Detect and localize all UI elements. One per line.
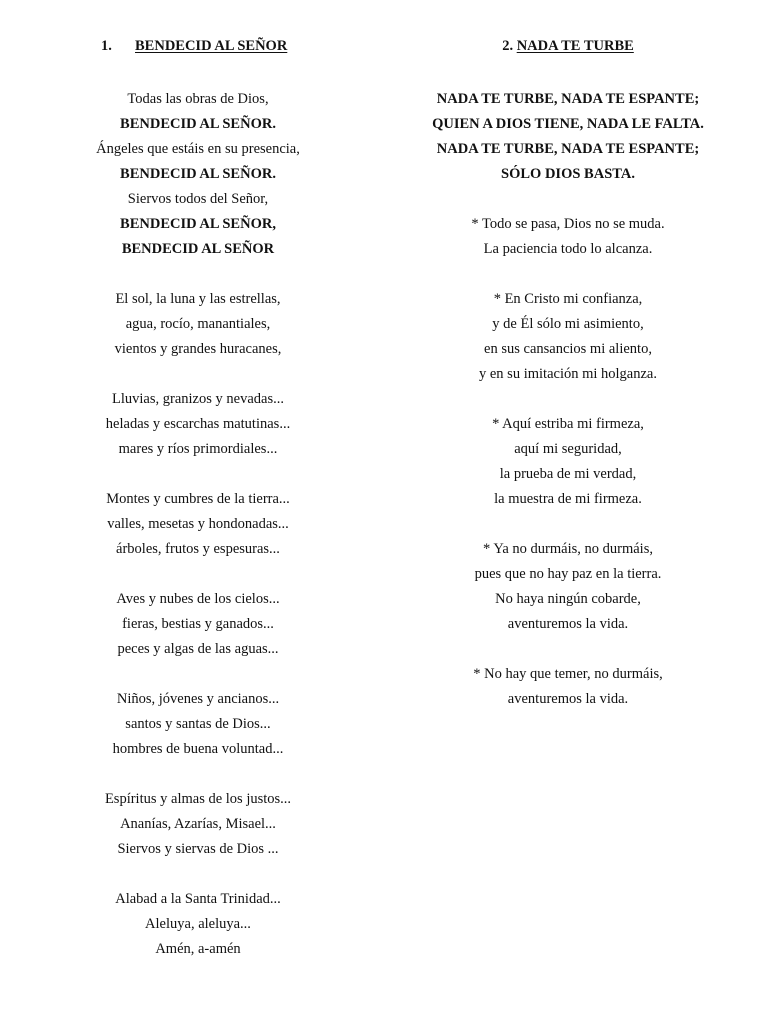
song-2-number: 2. [502, 38, 514, 54]
lyric-line: Lluvias, granizos y nevadas... [112, 391, 284, 407]
stanza-break [60, 562, 336, 587]
lyric-line: Alabad a la Santa Trinidad... [115, 891, 281, 907]
lyric-line: * Todo se pasa, Dios no se muda. [471, 216, 665, 232]
lyric-line: BENDECID AL SEÑOR. [120, 116, 276, 132]
lyric-line: NADA TE TURBE, NADA TE ESPANTE; [436, 91, 700, 107]
lyric-line: Amén, a-amén [155, 941, 241, 957]
stanza-break [60, 762, 336, 787]
lyric-line: Espíritus y almas de los justos... [104, 791, 292, 807]
stanza-break [418, 187, 718, 212]
stanza-break [418, 387, 718, 412]
lyric-line: * Aquí estriba mi firmeza, [492, 416, 644, 432]
lyric-line: árboles, frutos y espesuras... [116, 541, 280, 557]
lyric-line: heladas y escarchas matutinas... [105, 416, 291, 432]
lyric-line: y en su imitación mi holganza. [479, 366, 657, 382]
lyric-line: peces y algas de las aguas... [117, 641, 279, 657]
song-2-lyrics [418, 87, 718, 712]
lyric-line: aventuremos la vida. [507, 616, 629, 632]
lyric-line: fieras, bestias y ganados... [122, 616, 274, 632]
stanza-break [60, 862, 336, 887]
song-2-title: NADA TE TURBE [516, 38, 634, 54]
song-1-column [60, 37, 336, 962]
lyric-line: la muestra de mi firmeza. [494, 491, 642, 507]
stanza-break [418, 262, 718, 287]
stanza-break [60, 462, 336, 487]
lyric-line: en sus cansancios mi aliento, [484, 341, 652, 357]
stanza-break [418, 637, 718, 662]
lyric-line: * En Cristo mi confianza, [493, 291, 643, 307]
lyric-line: Todas las obras de Dios, [127, 91, 269, 107]
lyric-line: La paciencia todo lo alcanza. [483, 241, 653, 257]
lyric-line: NADA TE TURBE, NADA TE ESPANTE; [436, 141, 700, 157]
lyric-line: mares y ríos primordiales... [118, 441, 278, 457]
lyric-line: santos y santas de Dios... [125, 716, 271, 732]
lyric-line: aventuremos la vida. [507, 691, 629, 707]
stanza-break [60, 362, 336, 387]
lyric-line: SÓLO DIOS BASTA. [501, 166, 635, 182]
lyric-line: vientos y grandes huracanes, [114, 341, 282, 357]
lyric-line: valles, mesetas y hondonadas... [107, 516, 289, 532]
lyric-line: Ángeles que estáis en su presencia, [96, 141, 300, 157]
lyric-line: BENDECID AL SEÑOR, [120, 216, 276, 232]
stanza-break [418, 512, 718, 537]
song-2-column [418, 37, 718, 712]
song-1-heading [60, 37, 336, 62]
lyric-line: la prueba de mi verdad, [499, 466, 637, 482]
lyric-line: agua, rocío, manantiales, [125, 316, 271, 332]
stanza-break [60, 662, 336, 687]
lyric-line: Siervos y siervas de Dios ... [117, 841, 279, 857]
song-1-title: BENDECID AL SEÑOR [135, 38, 288, 54]
lyric-line: Montes y cumbres de la tierra... [106, 491, 290, 507]
lyric-line: Aleluya, aleluya... [145, 916, 251, 932]
lyric-line: El sol, la luna y las estrellas, [115, 291, 281, 307]
lyric-line: Niños, jóvenes y ancianos... [116, 691, 280, 707]
lyric-line: Siervos todos del Señor, [127, 191, 269, 207]
song-1-lyrics [60, 87, 336, 962]
lyric-line: pues que no hay paz en la tierra. [474, 566, 662, 582]
lyric-line: * No hay que temer, no durmáis, [473, 666, 663, 682]
stanza-break [60, 262, 336, 287]
lyric-line: * Ya no durmáis, no durmáis, [483, 541, 653, 557]
lyric-line: aquí mi seguridad, [514, 441, 622, 457]
lyric-line: y de Él sólo mi asimiento, [492, 316, 644, 332]
lyric-line: BENDECID AL SEÑOR [121, 241, 275, 257]
lyric-line: BENDECID AL SEÑOR. [120, 166, 276, 182]
lyric-line: Aves y nubes de los cielos... [116, 591, 280, 607]
song-2-heading [418, 37, 718, 62]
song-1-number: 1. [101, 38, 112, 54]
lyric-line: QUIEN A DIOS TIENE, NADA LE FALTA. [432, 116, 704, 132]
lyric-line: Ananías, Azarías, Misael... [120, 816, 276, 832]
lyric-line: hombres de buena voluntad... [112, 741, 284, 757]
lyric-line: No haya ningún cobarde, [495, 591, 641, 607]
